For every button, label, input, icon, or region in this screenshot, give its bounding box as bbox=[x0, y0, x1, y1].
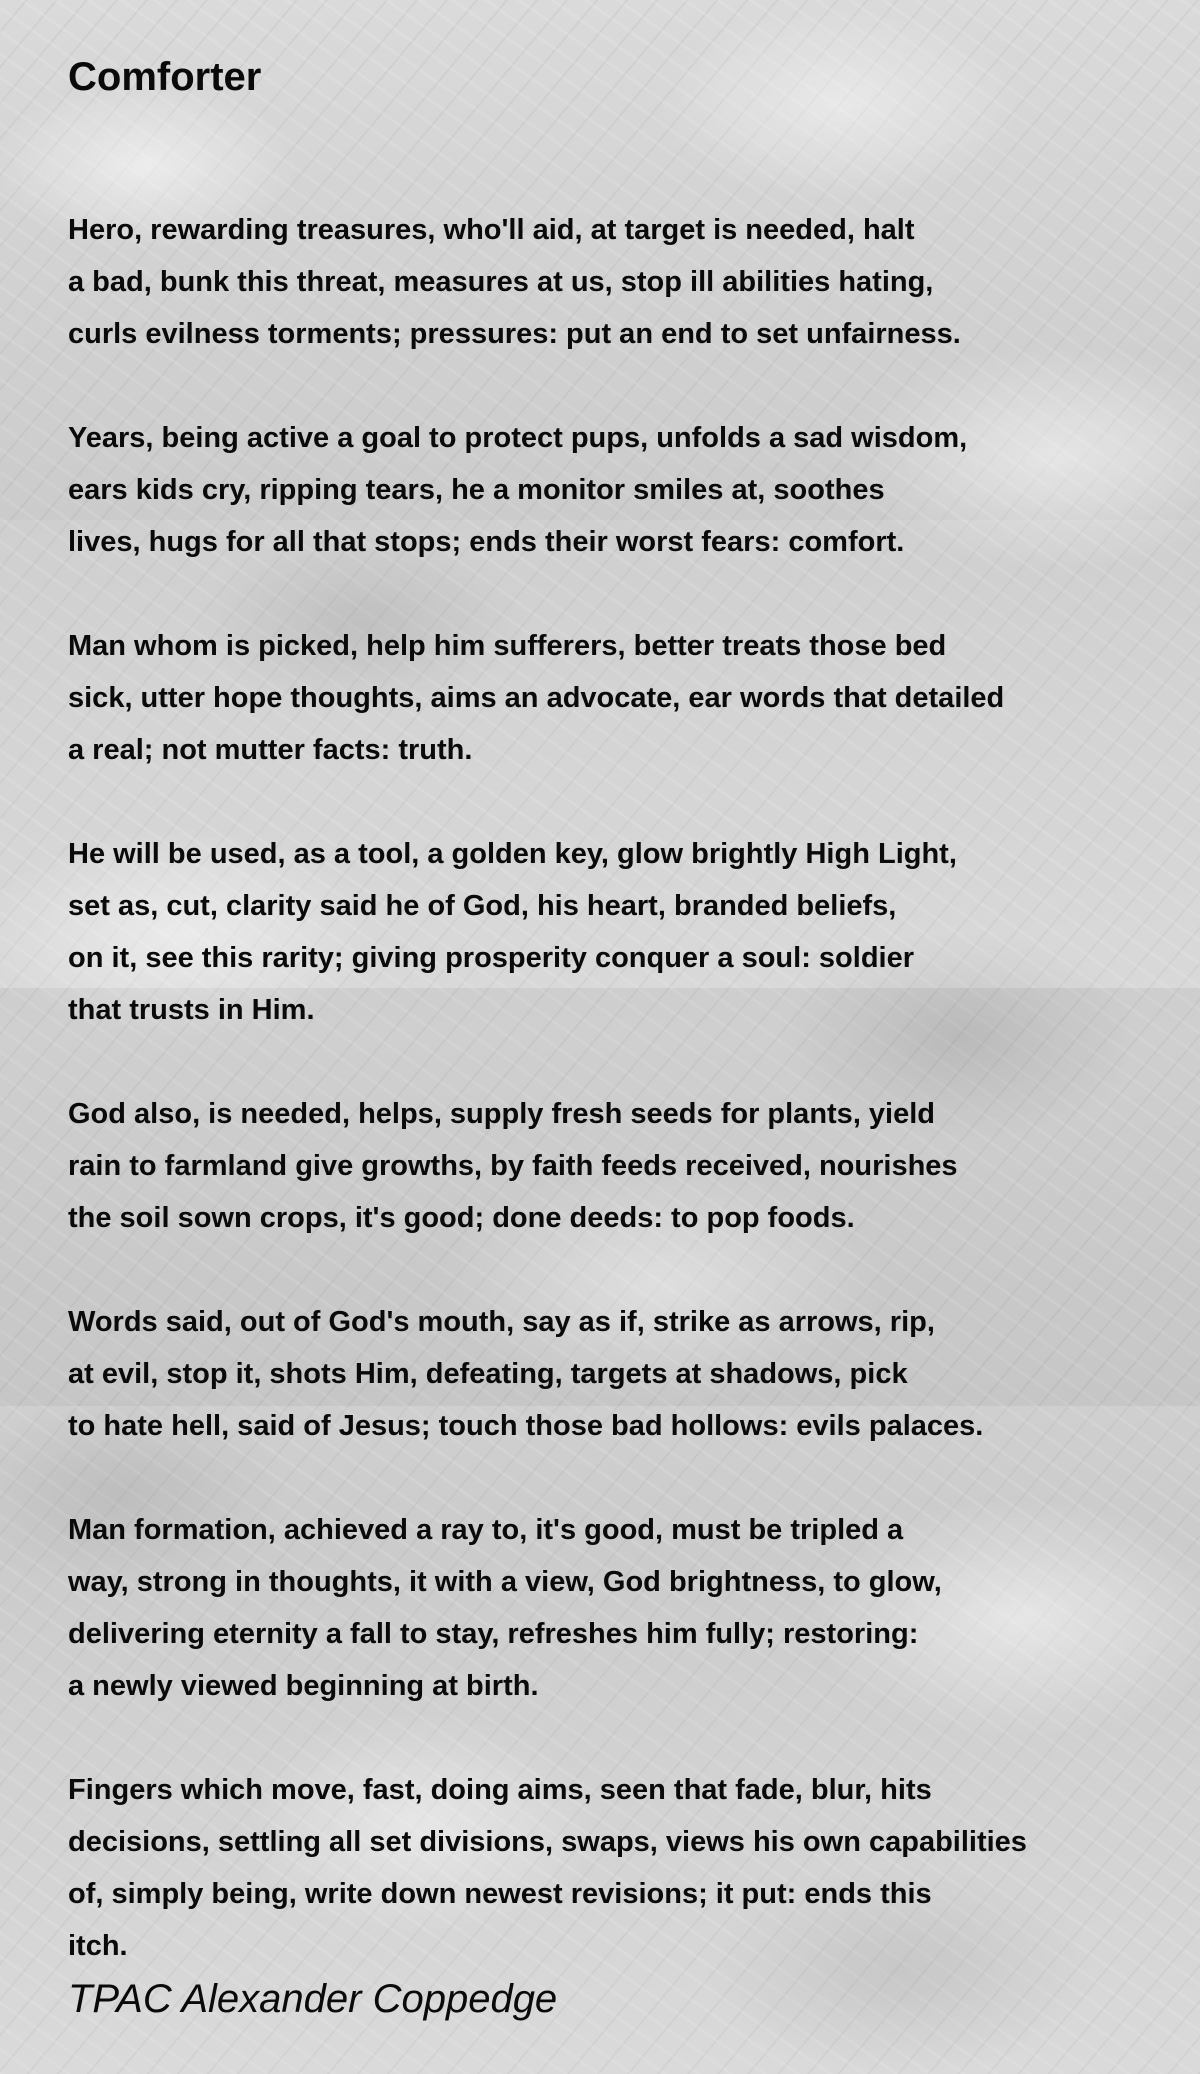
poem-line: set as, cut, clarity said he of God, his heart, branded beliefs, bbox=[68, 890, 897, 922]
poem-line: He will be used, as a tool, a golden key, glow brightly High Light, bbox=[68, 838, 957, 870]
poem-line: Man formation, achieved a ray to, it's good, must be tripled a bbox=[68, 1514, 904, 1546]
poem-line: on it, see this rarity; giving prosperity conquer a soul: soldier bbox=[68, 942, 914, 974]
poem-body bbox=[68, 204, 1178, 1972]
poem-line: Years, being active a goal to protect pups, unfolds a sad wisdom, bbox=[68, 422, 968, 454]
stanza bbox=[68, 412, 1178, 568]
poem-line: curls evilness torments; pressures: put an end to set unfairness. bbox=[68, 318, 961, 350]
poem-line: itch. bbox=[68, 1930, 128, 1962]
poem-title: Comforter bbox=[68, 55, 262, 99]
poem-line: rain to farmland give growths, by faith feeds received, nourishes bbox=[68, 1150, 958, 1182]
poem-line: of, simply being, write down newest revisions; it put: ends this bbox=[68, 1878, 932, 1910]
stanza bbox=[68, 1296, 1178, 1452]
stanza bbox=[68, 828, 1178, 1036]
poem-line: delivering eternity a fall to stay, refreshes him fully; restoring: bbox=[68, 1618, 919, 1650]
poem-line: sick, utter hope thoughts, aims an advocate, ear words that detailed bbox=[68, 682, 1005, 714]
stanza bbox=[68, 1504, 1178, 1712]
poem-line: that trusts in Him. bbox=[68, 994, 315, 1026]
poem-line: a real; not mutter facts: truth. bbox=[68, 734, 473, 766]
poem-line: a bad, bunk this threat, measures at us, stop ill abilities hating, bbox=[68, 266, 934, 298]
poem-line: the soil sown crops, it's good; done deeds: to pop foods. bbox=[68, 1202, 855, 1234]
poem-line: Hero, rewarding treasures, who'll aid, at target is needed, halt bbox=[68, 214, 915, 246]
poem-line: at evil, stop it, shots Him, defeating, targets at shadows, pick bbox=[68, 1358, 908, 1390]
stanza bbox=[68, 620, 1178, 776]
poem-line: decisions, settling all set divisions, swaps, views his own capabilities bbox=[68, 1826, 1027, 1858]
poem-line: a newly viewed beginning at birth. bbox=[68, 1670, 539, 1702]
poem-page bbox=[68, 50, 1178, 2024]
poem-line: way, strong in thoughts, it with a view, God brightness, to glow, bbox=[68, 1566, 942, 1598]
poem-line: Man whom is picked, help him sufferers, better treats those bed bbox=[68, 630, 947, 662]
poem-line: ears kids cry, ripping tears, he a monitor smiles at, soothes bbox=[68, 474, 885, 506]
stanza bbox=[68, 204, 1178, 360]
stanza bbox=[68, 1764, 1178, 1972]
poem-line: lives, hugs for all that stops; ends their worst fears: comfort. bbox=[68, 526, 905, 558]
poem-line: to hate hell, said of Jesus; touch those bad hollows: evils palaces. bbox=[68, 1410, 984, 1442]
poem-line: Words said, out of God's mouth, say as if, strike as arrows, rip, bbox=[68, 1306, 935, 1338]
poem-author: TPAC Alexander Coppedge bbox=[68, 1977, 558, 2021]
poem-line: Fingers which move, fast, doing aims, seen that fade, blur, hits bbox=[68, 1774, 932, 1806]
poem-line: God also, is needed, helps, supply fresh seeds for plants, yield bbox=[68, 1098, 936, 1130]
stanza bbox=[68, 1088, 1178, 1244]
